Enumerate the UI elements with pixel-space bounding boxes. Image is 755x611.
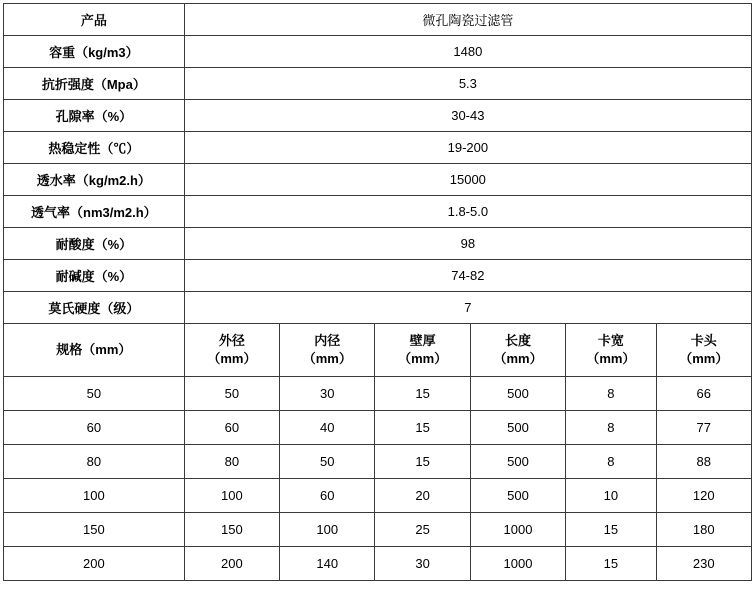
cell-clamp-width: 8: [566, 377, 656, 411]
property-value: 74-82: [184, 260, 751, 292]
cell-spec: 50: [4, 377, 185, 411]
cell-wall-thickness: 15: [375, 445, 470, 479]
table-row: [4, 411, 752, 445]
property-label: 莫氏硬度（级）: [4, 292, 185, 324]
column-header-inner-diameter: [280, 324, 375, 377]
property-label: 抗折强度（Mpa）: [4, 68, 185, 100]
table-row: [4, 68, 752, 100]
column-header-unit: （mm）: [493, 351, 543, 366]
cell-length: 500: [470, 445, 565, 479]
column-header-wall-thickness: [375, 324, 470, 377]
cell-clamp-head: 77: [656, 411, 751, 445]
cell-length: 500: [470, 411, 565, 445]
cell-clamp-head: 120: [656, 479, 751, 513]
column-header-unit: （mm）: [207, 351, 257, 366]
cell-wall-thickness: 15: [375, 377, 470, 411]
column-header-unit: （mm）: [679, 351, 729, 366]
cell-spec: 200: [4, 547, 185, 581]
cell-outer-diameter: 80: [184, 445, 279, 479]
column-header-unit: （mm）: [398, 351, 448, 366]
cell-spec: 150: [4, 513, 185, 547]
table-row: [4, 132, 752, 164]
cell-clamp-head: 88: [656, 445, 751, 479]
spec-row-label: 规格（mm）: [4, 324, 185, 377]
cell-spec: 60: [4, 411, 185, 445]
cell-clamp-width: 8: [566, 411, 656, 445]
cell-length: 500: [470, 377, 565, 411]
cell-length: 1000: [470, 547, 565, 581]
cell-clamp-head: 230: [656, 547, 751, 581]
column-header-name: 壁厚: [409, 333, 436, 349]
property-label: 孔隙率（%）: [4, 100, 185, 132]
property-value: 7: [184, 292, 751, 324]
table-row: [4, 513, 752, 547]
cell-outer-diameter: 200: [184, 547, 279, 581]
cell-wall-thickness: 25: [375, 513, 470, 547]
table-row: [4, 260, 752, 292]
property-value: 1480: [184, 36, 751, 68]
cell-spec: 100: [4, 479, 185, 513]
column-header-name: 长度: [505, 333, 532, 349]
table-row-product: [4, 4, 752, 36]
cell-clamp-width: 15: [566, 547, 656, 581]
property-label: 透水率（kg/m2.h）: [4, 164, 185, 196]
cell-clamp-width: 10: [566, 479, 656, 513]
table-row: [4, 196, 752, 228]
property-value: 30-43: [184, 100, 751, 132]
property-value: 19-200: [184, 132, 751, 164]
cell-inner-diameter: 30: [280, 377, 375, 411]
cell-length: 1000: [470, 513, 565, 547]
table-row: [4, 100, 752, 132]
table-row: [4, 377, 752, 411]
cell-wall-thickness: 30: [375, 547, 470, 581]
cell-outer-diameter: 100: [184, 479, 279, 513]
cell-wall-thickness: 20: [375, 479, 470, 513]
table-row: [4, 292, 752, 324]
table-row: [4, 479, 752, 513]
column-header-unit: （mm）: [302, 351, 352, 366]
product-label: 产品: [4, 4, 185, 36]
column-header-clamp-width: [566, 324, 656, 377]
cell-clamp-width: 15: [566, 513, 656, 547]
cell-inner-diameter: 100: [280, 513, 375, 547]
column-header-name: 卡宽: [597, 333, 624, 349]
table-row: [4, 36, 752, 68]
cell-inner-diameter: 40: [280, 411, 375, 445]
property-value: 1.8-5.0: [184, 196, 751, 228]
table-row: [4, 228, 752, 260]
property-label: 透气率（nm3/m2.h）: [4, 196, 185, 228]
table-row: [4, 547, 752, 581]
cell-outer-diameter: 50: [184, 377, 279, 411]
table-row: [4, 164, 752, 196]
cell-outer-diameter: 150: [184, 513, 279, 547]
column-header-unit: （mm）: [586, 351, 636, 366]
cell-clamp-head: 66: [656, 377, 751, 411]
property-label: 耐碱度（%）: [4, 260, 185, 292]
column-header-clamp-head: [656, 324, 751, 377]
column-header-name: 卡头: [690, 333, 717, 349]
column-header-outer-diameter: [184, 324, 279, 377]
cell-clamp-head: 180: [656, 513, 751, 547]
product-spec-table: [3, 3, 752, 581]
table-row: [4, 445, 752, 479]
property-label: 容重（kg/m3）: [4, 36, 185, 68]
cell-outer-diameter: 60: [184, 411, 279, 445]
property-label: 热稳定性（℃）: [4, 132, 185, 164]
cell-spec: 80: [4, 445, 185, 479]
cell-length: 500: [470, 479, 565, 513]
cell-clamp-width: 8: [566, 445, 656, 479]
cell-inner-diameter: 50: [280, 445, 375, 479]
property-value: 5.3: [184, 68, 751, 100]
column-header-name: 内径: [314, 333, 341, 349]
property-value: 15000: [184, 164, 751, 196]
cell-inner-diameter: 60: [280, 479, 375, 513]
cell-wall-thickness: 15: [375, 411, 470, 445]
property-value: 98: [184, 228, 751, 260]
cell-inner-diameter: 140: [280, 547, 375, 581]
product-name: 微孔陶瓷过滤管: [184, 4, 751, 36]
table-row-spec-header: [4, 324, 752, 377]
column-header-length: [470, 324, 565, 377]
column-header-name: 外径: [218, 333, 245, 349]
property-label: 耐酸度（%）: [4, 228, 185, 260]
